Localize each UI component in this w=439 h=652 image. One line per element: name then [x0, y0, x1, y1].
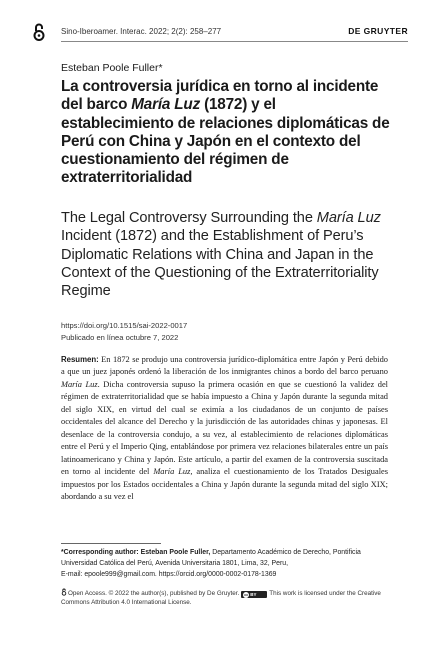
- doi-link[interactable]: https://doi.org/10.1515/sai-2022-0017: [61, 321, 188, 330]
- abstract-text-1: En 1872 se produjo una controversia jurídico-diplomática entre Japón y Perú debido a que un juez japonés ordenó la liberación de los inmigrantes chinos a bordo del barco peruano: [61, 355, 388, 377]
- author-name: Esteban Poole Fuller*: [61, 62, 163, 74]
- header-divider: [61, 41, 408, 42]
- title-english: [61, 209, 391, 300]
- corresponding-author-footnote: [61, 547, 391, 580]
- license-text: This work is licensed under the Creative Commons Attribution 4.0 International License.: [61, 590, 381, 606]
- footnote-affiliation: Departamento Académico de Derecho, Pontificia Universidad Católica del Perú, Avenida Universitaria 1801, Lima, 32, Peru,: [61, 549, 361, 567]
- abstract-text-3: , analiza el cuestionamiento de los Tratados Desiguales impuestos por los Estados occidentales a China y Japón durante la segunda mitad del siglo XIX; abordando a su vez el: [61, 467, 389, 501]
- title-en-ship-name: María Luz: [316, 210, 381, 226]
- title-en-text-rest: Incident (1872) and the Establishment of Peru’s Diplomatic Relations with China and Japan in the Context of the Questioning of the Extraterritoriality Regime: [61, 228, 379, 300]
- cc-by-label: BY: [250, 592, 257, 597]
- cc-by-badge-icon[interactable]: [241, 591, 267, 598]
- abstract-paragraph: [61, 354, 388, 503]
- title-es-ship-name: María Luz: [131, 96, 201, 114]
- license-notice: [61, 588, 391, 607]
- title-es-text-rest: (1872) y el establecimiento de relaciones diplomáticas de Perú con China y Japón en el contexto del cuestionamiento del régimen de extraterritorialidad: [61, 96, 390, 187]
- title-spanish: [61, 78, 391, 188]
- abstract-text-2: . Dicha controversia supuso la primera ocasión en que se cuestionó la validez del régimen de extraterritorialidad que se había impuesto a China y Japón durante la segunda mitad del siglo XIX, en virtud del cual se eximía a los ciudadanos de un conjunto de países occidentales del alcance del Derecho y la jurisdicción de las autoridades chinas y japonesas. El desenlace de la controversia condujo, a su vez, al establecimiento de relaciones diplomáticas entre el Perú y el Imperio Qing, entablándose por primera vez relaciones bilaterales entre un país latinoamericano y China y Japón. Este artículo, a partir del examen de la controversia suscitada en torno al incidente del: [61, 379, 388, 477]
- journal-citation: Sino-Iberoamer. Interac. 2022; 2(2): 258–277: [61, 27, 222, 36]
- cc-mark: cc: [244, 593, 249, 597]
- open-access-small-icon: [61, 588, 67, 596]
- open-access-icon: [32, 22, 46, 42]
- footnote-label: *Corresponding author: Esteban Poole Fuller,: [61, 549, 211, 556]
- abstract-ship-name-1: María Luz: [61, 379, 98, 389]
- abstract-ship-name-2: María Luz: [153, 467, 191, 477]
- publication-date: Publicado en línea octubre 7, 2022: [61, 333, 179, 342]
- abstract-label: Resumen:: [61, 355, 99, 364]
- title-en-text: The Legal Controversy Surrounding the: [61, 210, 317, 226]
- publisher-name: DE GRUYTER: [348, 26, 408, 36]
- license-copyright: Open Access. © 2022 the author(s), published by De Gruyter.: [68, 590, 240, 597]
- title-es-text: La controversia jurídica en torno al incidente del barco: [61, 78, 379, 114]
- footnote-contact: E-mail: epoole999@gmail.com. https://orcid.org/0000-0002-0178-1369: [61, 571, 277, 578]
- footnote-divider: [61, 543, 161, 544]
